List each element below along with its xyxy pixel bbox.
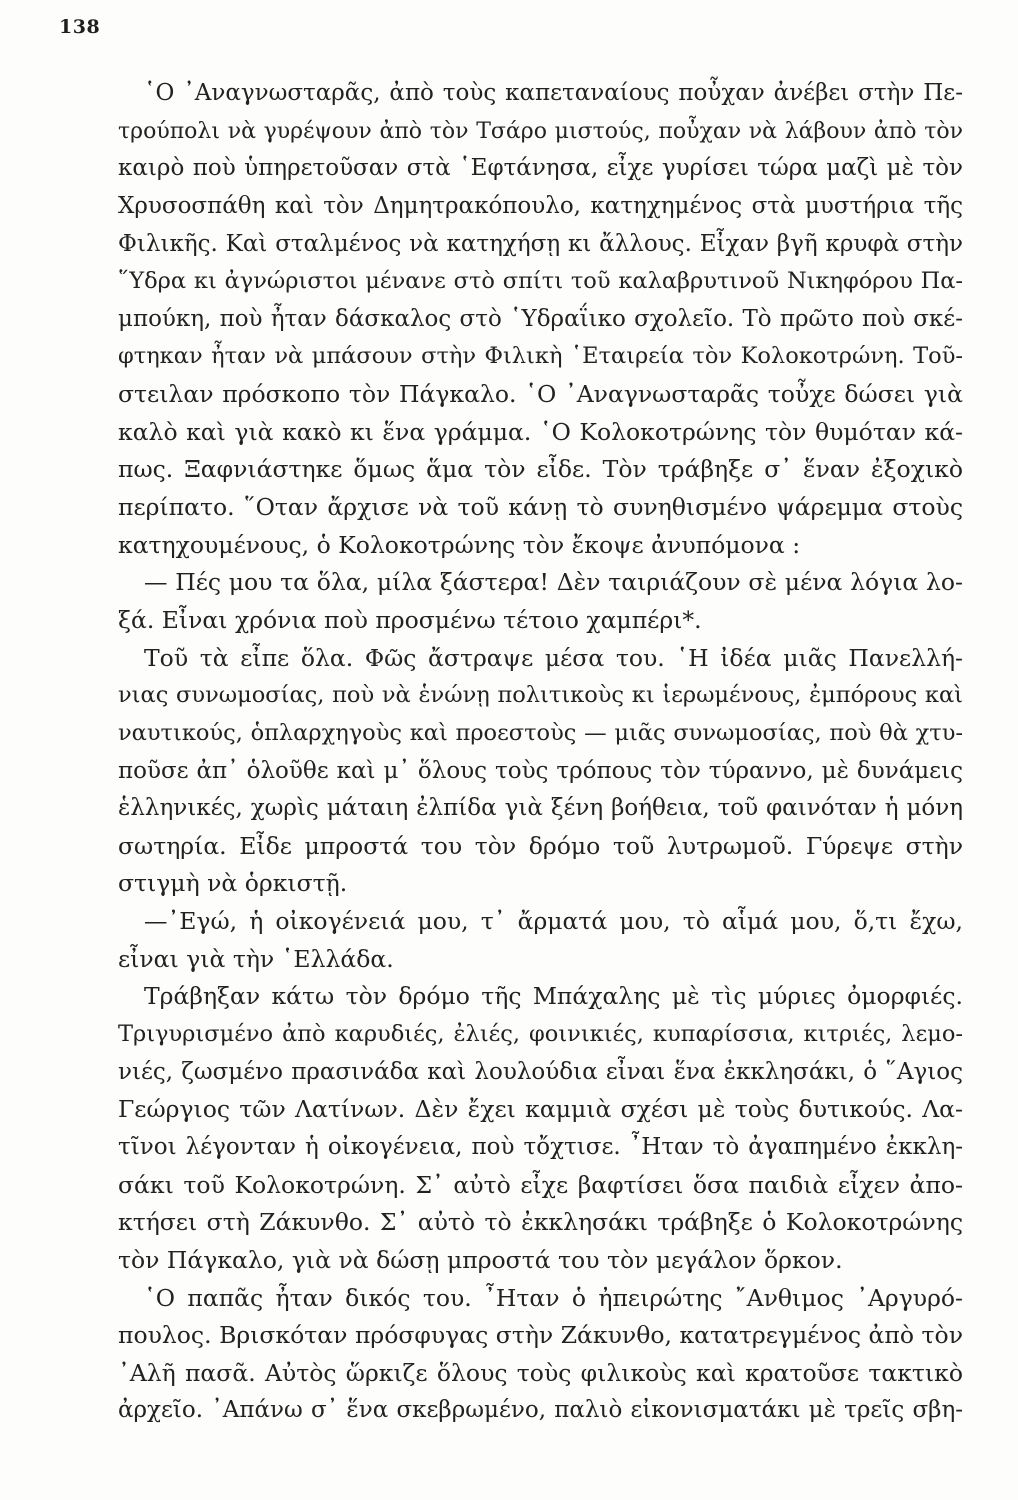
text-line: ῾Ο παπᾶς ἦταν δικός του. ῏Ηταν ὁ ἠπειρώτης ῎Ανθιμος ᾿Αργυρό-	[144, 1283, 963, 1312]
text-line: πως. Ξαφνιάστηκε ὅμως ἅμα τὸν εἶδε. Τὸν τράβηξε σ᾿ ἕναν ἐξοχικὸ	[118, 455, 963, 484]
text-line: ῾Ο ᾿Αναγνωσταρᾶς, ἀπὸ τοὺς καπεταναίους ποὖχαν ἀνέβει στὴν Πε-	[144, 80, 963, 106]
body-text	[118, 75, 963, 1430]
text-line: τρούπολι νὰ γυρέψουν ἀπὸ τὸν Τσάρο μιστούς, ποὖχαν νὰ λάβουν ἀπὸ τὸν	[118, 118, 963, 144]
text-line: ᾿Αλῆ πασᾶ. Αὐτὸς ὥρκιζε ὅλους τοὺς φιλικοὺς καὶ κρατοῦσε τακτικὸ	[118, 1358, 963, 1387]
text-line: Χρυσοσπάθη καὶ τὸν Δημητρακόπουλο, κατηχημένος στὰ μυστήρια τῆς	[118, 192, 963, 219]
text-line: εἶναι γιὰ τὴν ῾Ελλάδα.	[118, 944, 394, 973]
text-line: στιγμὴ νὰ ὁρκιστῇ.	[118, 869, 348, 898]
text-line: Τράβηξαν κάτω τὸν δρόμο τῆς Μπάχαλης μὲ τὶς μύριες ὀμορφιές.	[144, 982, 963, 1011]
text-line: ξά. Εἶναι χρόνια ποὺ προσμένω τέτοιο χαμπέρι*.	[118, 605, 702, 634]
text-line: κτήσει στὴ Ζάκυνθο. Σ᾿ αὐτὸ τὸ ἐκκλησάκι τράβηξε ὁ Κολοκοτρώνης	[118, 1208, 963, 1237]
text-line: σωτηρία. Εἶδε μπροστά του τὸν δρόμο τοῦ λυτρωμοῦ. Γύρεψε στὴν	[118, 831, 963, 860]
text-line: — Πές μου τα ὅλα, μίλα ξάστερα! Δὲν ταιριάζουν σὲ μένα λόγια λο-	[144, 568, 963, 597]
text-line: περίπατο. ῞Οταν ἄρχισε νὰ τοῦ κάνῃ τὸ συνηθισμένο ψάρεμμα στοὺς	[118, 493, 963, 522]
text-line: ἀρχεῖο. ᾿Απάνω σ᾿ ἕνα σκεβρωμένο, παλιὸ εἰκονισματάκι μὲ τρεῖς σβη-	[118, 1397, 963, 1424]
text-line: Φιλικῆς. Καὶ σταλμένος νὰ κατηχήσῃ κι ἄλλους. Εἶχαν βγῆ κρυφὰ στὴν	[118, 230, 963, 257]
text-line: πουλος. Βρισκόταν πρόσφυγας στὴν Ζάκυνθο, κατατρεγμένος ἀπὸ τὸν	[118, 1321, 963, 1350]
text-line: νιας συνωμοσίας, ποὺ νὰ ἑνώνῃ πολιτικοὺς κι ἱερωμένους, ἐμπόρους καὶ	[118, 682, 963, 709]
text-line: —᾿Εγώ, ἡ οἰκογένειά μου, τ᾿ ἄρματά μου, τὸ αἷμά μου, ὅ,τι ἔχω,	[144, 907, 963, 936]
text-line: στειλαν πρόσκοπο τὸν Πάγκαλο. ῾Ο ᾿Αναγνωσταρᾶς τοὖχε δώσει γιὰ	[118, 380, 963, 409]
text-line: κατηχουμένους, ὁ Κολοκοτρώνης τὸν ἔκοψε ἀνυπόμονα :	[118, 530, 801, 559]
page-number: 138	[59, 16, 101, 38]
text-line: ῞Υδρα κι ἀγνώριστοι μένανε στὸ σπίτι τοῦ καλαβρυτινοῦ Νικηφόρου Πα-	[118, 268, 963, 295]
text-line: ποῦσε ἀπ᾿ ὁλοῦθε καὶ μ᾿ ὅλους τοὺς τρόπους τὸν τύραννο, μὲ δυνάμεις	[118, 757, 963, 784]
text-line: σάκι τοῦ Κολοκοτρώνη. Σ᾿ αὐτὸ εἶχε βαφτίσει ὅσα παιδιὰ εἶχεν ἀπο-	[118, 1170, 963, 1199]
text-line: τὸν Πάγκαλο, γιὰ νὰ δώσῃ μπροστά του τὸν μεγάλον ὅρκον.	[118, 1245, 843, 1274]
text-line: ἑλληνικές, χωρὶς μάταιη ἐλπίδα γιὰ ξένη βοήθεια, τοῦ φαινόταν ἡ μόνη	[118, 795, 963, 822]
text-line: νιές, ζωσμένο πρασινάδα καὶ λουλούδια εἶναι ἕνα ἐκκλησάκι, ὁ ῞Αγιος	[118, 1058, 963, 1085]
text-line: τῖνοι λέγονταν ἡ οἰκογένεια, ποὺ τὄχτισε. ῏Ηταν τὸ ἀγαπημένο ἐκκλη-	[118, 1133, 963, 1160]
text-line: ναυτικούς, ὁπλαρχηγοὺς καὶ προεστοὺς — μιᾶς συνωμοσίας, ποὺ θὰ χτυ-	[118, 719, 963, 746]
text-line: καιρὸ ποὺ ὑπηρετοῦσαν στὰ ῾Εφτάνησα, εἶχε γυρίσει τώρα μαζὶ μὲ τὸν	[118, 155, 963, 182]
text-line: Τοῦ τὰ εἶπε ὅλα. Φῶς ἄστραψε μέσα του. ῾Η ἰδέα μιᾶς Πανελλή-	[144, 643, 963, 672]
text-line: φτηκαν ἦταν νὰ μπάσουν στὴν Φιλικὴ ῾Εταιρεία τὸν Κολοκοτρώνη. Τοῦ-	[118, 343, 963, 370]
text-line: Γεώργιος τῶν Λατίνων. Δὲν ἔχει καμμιὰ σχέσι μὲ τοὺς δυτικούς. Λα-	[118, 1095, 963, 1124]
text-line: μπούκη, ποὺ ἦταν δάσκαλος στὸ ῾Υδραΐικο σχολεῖο. Τὸ πρῶτο ποὺ σκέ-	[118, 305, 963, 332]
text-line: Τριγυρισμένο ἀπὸ καρυδιές, ἐλιές, φοινικιές, κυπαρίσσια, κιτριές, λεμο-	[118, 1021, 963, 1048]
text-line: καλὸ καὶ γιὰ κακὸ κι ἕνα γράμμα. ῾Ο Κολοκοτρώνης τὸν θυμόταν κά-	[118, 417, 963, 446]
